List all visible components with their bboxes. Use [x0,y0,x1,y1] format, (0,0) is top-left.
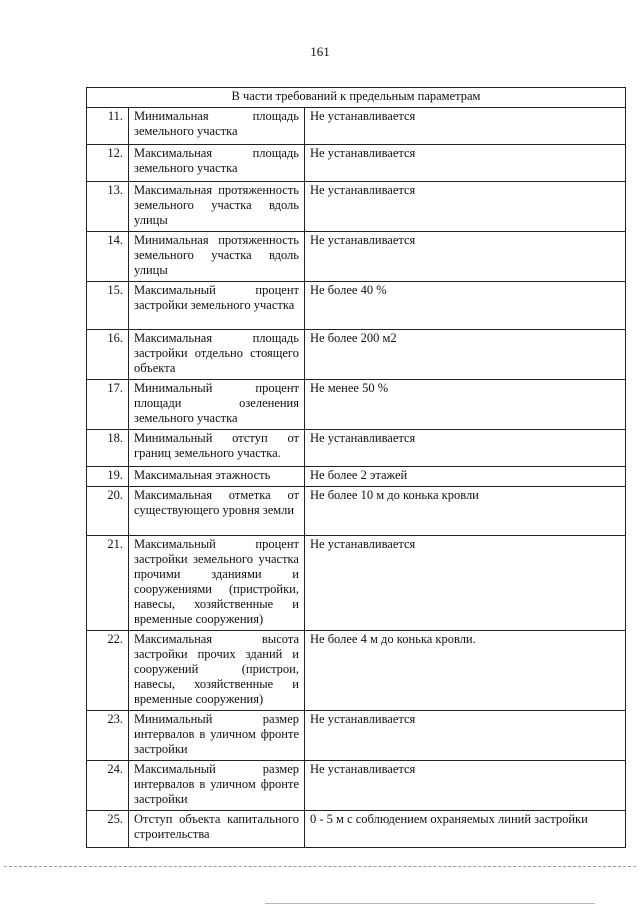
scan-artifact-line [4,866,636,867]
row-number: 18. [87,430,129,467]
row-number: 17. [87,380,129,430]
row-number: 16. [87,330,129,380]
table-row [87,380,626,430]
parameter-value: Не устанавливается [305,145,626,182]
parameter-value: Не более 2 этажей [305,467,626,487]
parameter-name: Максимальная отметка от существующего уровня земли [129,487,305,536]
table-row [87,182,626,232]
row-number: 20. [87,487,129,536]
row-number: 23. [87,711,129,761]
table-row [87,430,626,467]
parameter-name: Минимальный отступ от границ земельного участка. [129,430,305,467]
table-row [87,330,626,380]
parameter-value: Не менее 50 % [305,380,626,430]
limit-parameters-table [86,87,626,848]
parameter-value: Не устанавливается [305,182,626,232]
table-row [87,282,626,330]
parameter-value: Не устанавливается [305,536,626,631]
parameter-value: Не устанавливается [305,108,626,145]
parameter-name: Максимальный процент застройки земельного участка прочими зданиями и сооружениями (пристройки, навесы, хозяйственные и временные сооружения) [129,536,305,631]
parameter-value: 0 - 5 м с соблюдением охраняемых линий застройки [305,811,626,848]
table-header-row [87,88,626,108]
scan-artifact-line [265,903,595,904]
table-row [87,487,626,536]
row-number: 19. [87,467,129,487]
table-row [87,761,626,811]
parameter-value: Не более 40 % [305,282,626,330]
parameter-name: Отступ объекта капитального строительства [129,811,305,848]
table-row [87,711,626,761]
row-number: 24. [87,761,129,811]
row-number: 25. [87,811,129,848]
table-row [87,811,626,848]
parameter-value: Не устанавливается [305,711,626,761]
table-row [87,631,626,711]
row-number: 13. [87,182,129,232]
parameter-name: Максимальный процент застройки земельного участка [129,282,305,330]
parameter-name: Минимальная протяженность земельного участка вдоль улицы [129,232,305,282]
row-number: 22. [87,631,129,711]
row-number: 14. [87,232,129,282]
table-row [87,145,626,182]
table-row [87,108,626,145]
table-row [87,536,626,631]
parameter-value: Не устанавливается [305,232,626,282]
parameter-value: Не более 200 м2 [305,330,626,380]
row-number: 12. [87,145,129,182]
parameter-name: Минимальный размер интервалов в уличном фронте застройки [129,711,305,761]
parameter-value: Не устанавливается [305,761,626,811]
page-number: 161 [310,44,330,59]
parameter-value: Не более 4 м до конька кровли. [305,631,626,711]
parameter-name: Минимальная площадь земельного участка [129,108,305,145]
row-number: 21. [87,536,129,631]
parameter-name: Максимальная протяженность земельного участка вдоль улицы [129,182,305,232]
row-number: 15. [87,282,129,330]
parameter-value: Не устанавливается [305,430,626,467]
table-row [87,232,626,282]
parameter-name: Максимальная высота застройки прочих зданий и сооружений (пристрои, навесы, хозяйственные и временные сооружения) [129,631,305,711]
table-header: В части требований к предельным параметрам [87,88,626,108]
parameter-name: Максимальная этажность [129,467,305,487]
parameter-value: Не более 10 м до конька кровли [305,487,626,536]
row-number: 11. [87,108,129,145]
parameter-name: Максимальный размер интервалов в уличном фронте застройки [129,761,305,811]
table-row [87,467,626,487]
parameter-name: Минимальный процент площади озеленения земельного участка [129,380,305,430]
parameter-name: Максимальная площадь застройки отдельно стоящего объекта [129,330,305,380]
parameter-name: Максимальная площадь земельного участка [129,145,305,182]
